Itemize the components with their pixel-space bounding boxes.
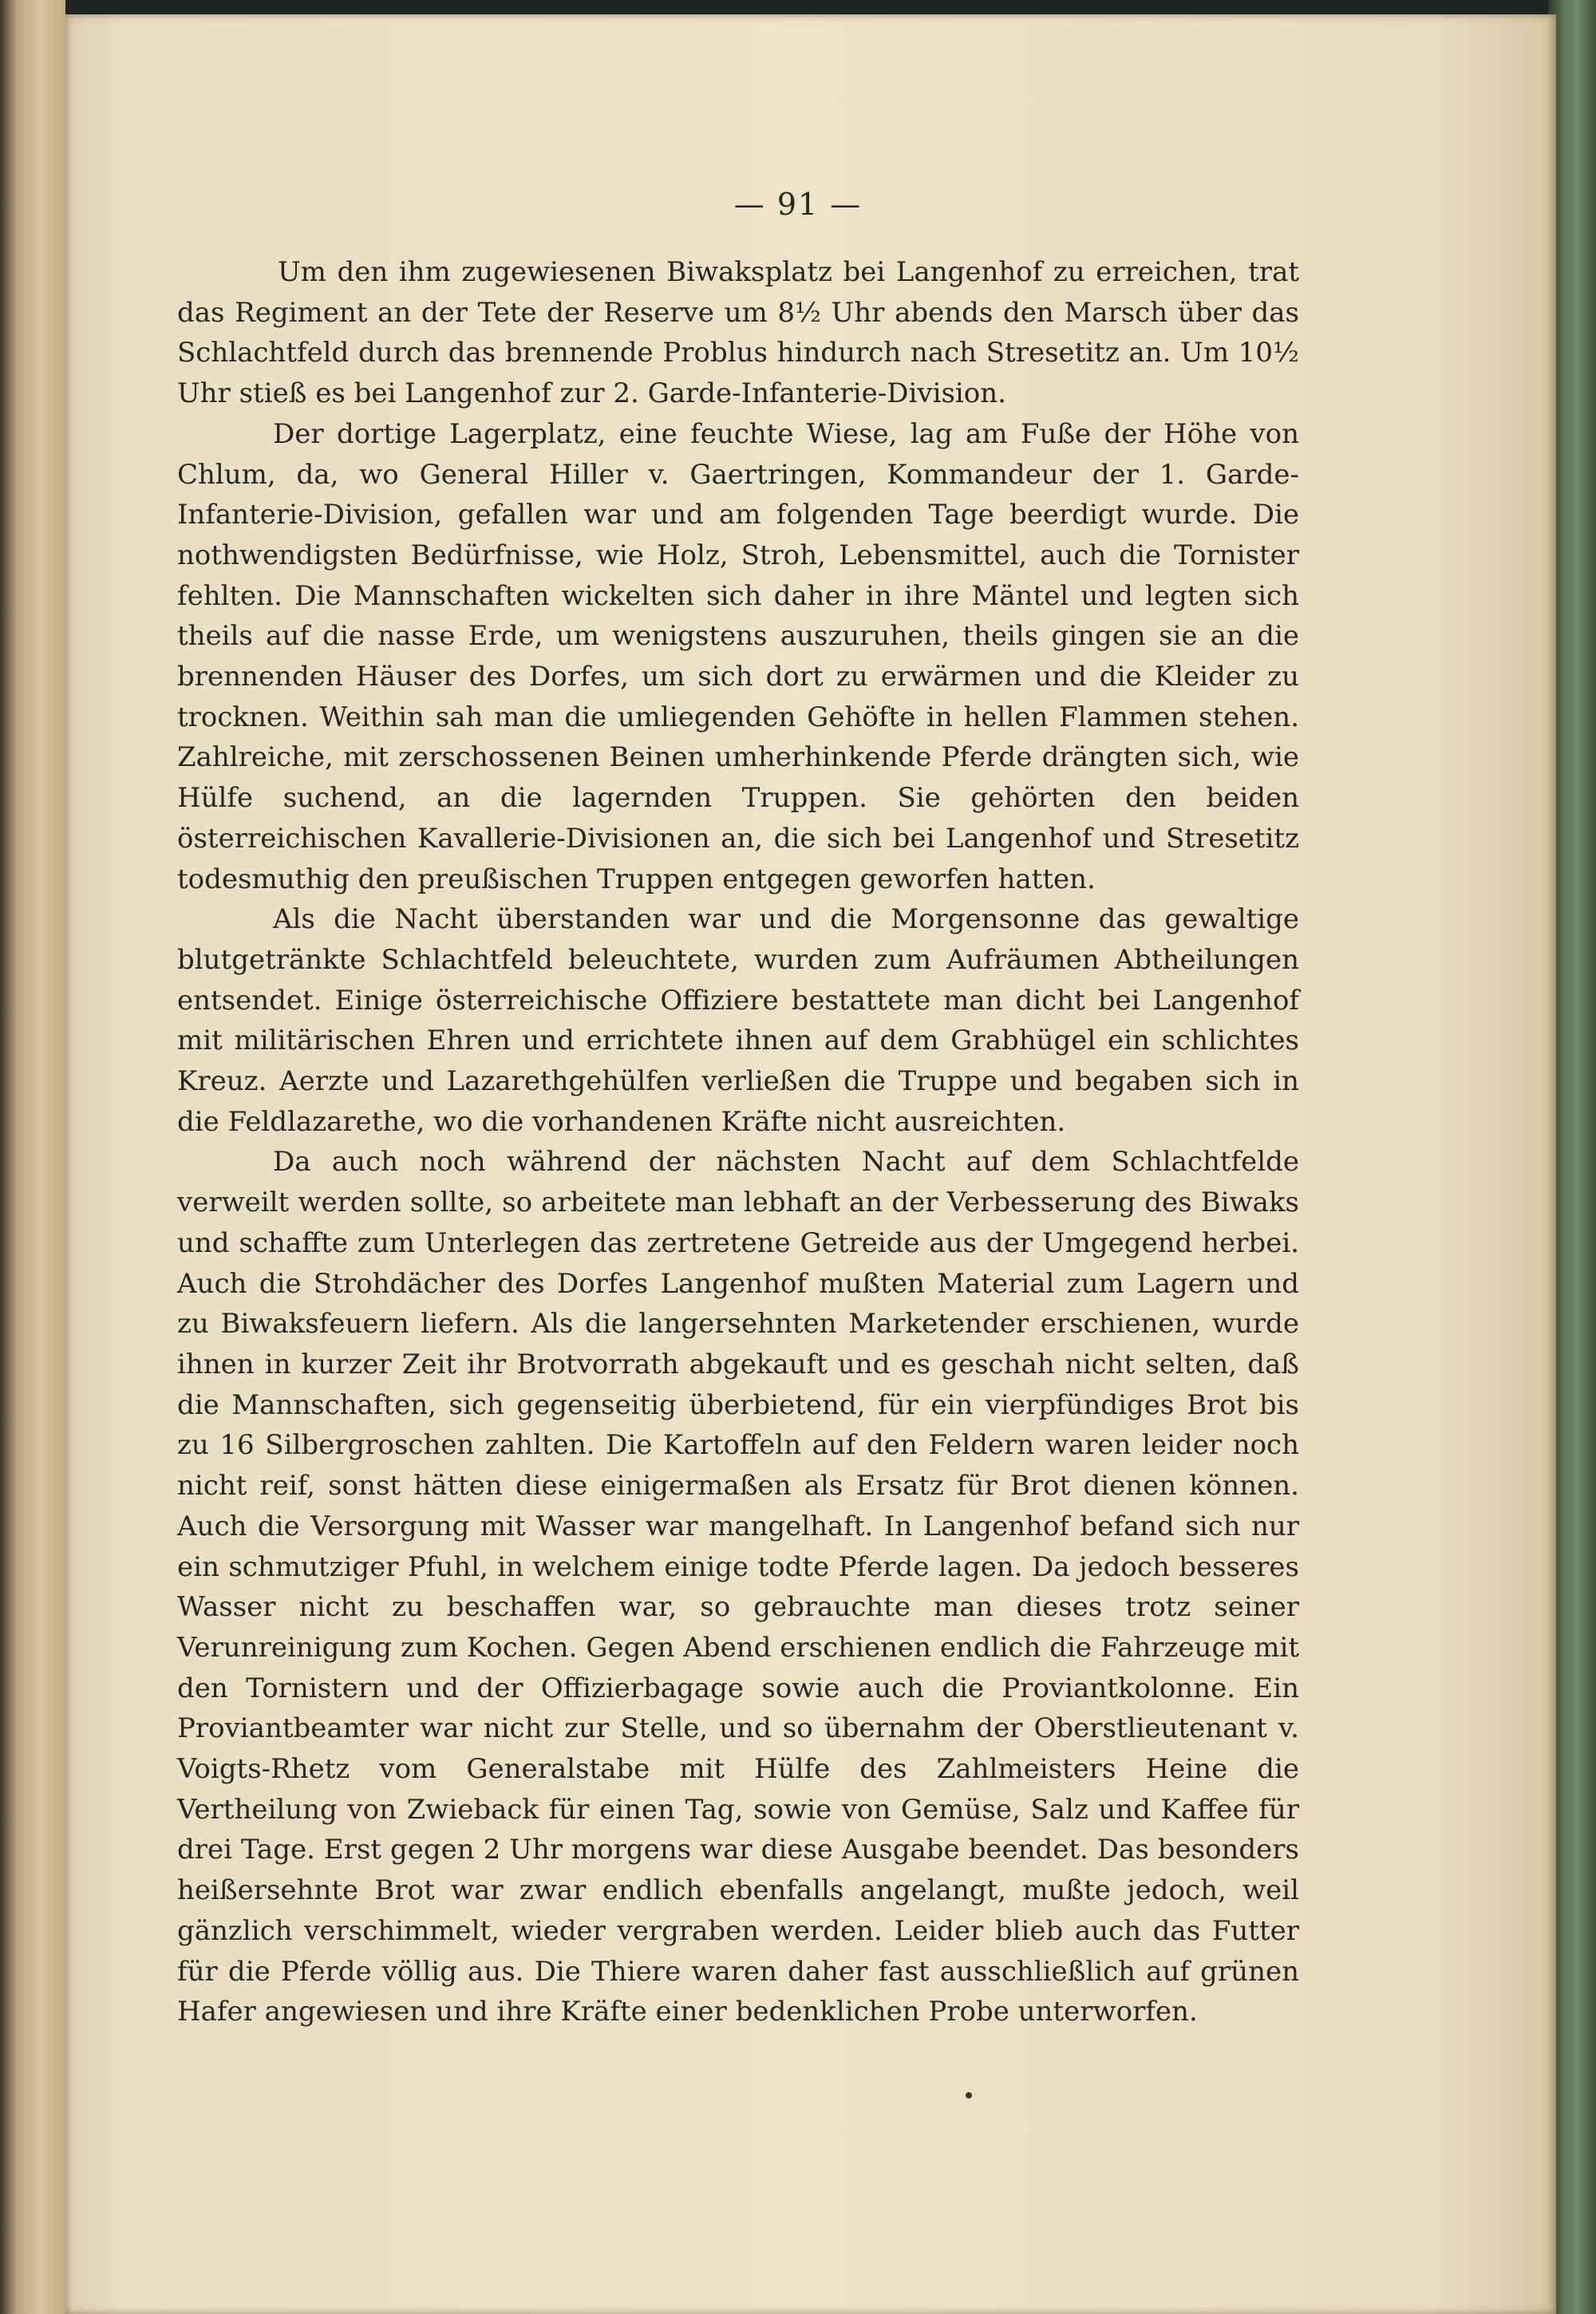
paragraph: Der dortige Lagerplatz, eine feuchte Wiese, lag am Fuße der Höhe von Chlum, da, wo General Hiller v. Gaertringen, Kommandeur der 1. Garde-Infanterie-Division, gefallen war und am folgenden Tage beerdigt wurde. Die nothwendigsten Bedürfnisse, wie Holz, Stroh, Lebensmittel, auch die Tornister fehlten. Die Mannschaften wickelten sich daher in ihre Mäntel und legten sich theils auf die nasse Erde, um wenigstens auszuruhen, theils gingen sie an die brennenden Häuser des Dorfes, um sich dort zu erwärmen und die Kleider zu trocknen. Weithin sah man die umliegenden Gehöfte in hellen Flammen stehen. Zahlreiche, mit zerschossenen Beinen umherhinkende Pferde drängten sich, wie Hülfe suchend, an die lagernden Truppen. Sie gehörten den beiden österreichischen Kavallerie-Divisionen an, die sich bei Langenhof und Stresetitz todesmuthig den preußischen Truppen entgegen geworfen hatten.: [177, 417, 1299, 895]
paragraph: Da auch noch während der nächsten Nacht auf dem Schlachtfelde verweilt werden sollte, so arbeitete man lebhaft an der Verbesserung des Biwaks und schaffte zum Unterlegen das zertretene Getreide aus der Umgegend herbei. Auch die Strohdächer des Dorfes Langenhof mußten Material zum Lagern und zu Biwaksfeuern liefern. Als die langersehnten Marketender erschienen, wurde ihnen in kurzer Zeit ihr Brotvorrath abgekauft und es geschah nicht selten, daß die Mannschaften, sich gegenseitig überbietend, für ein vierpfündiges Brot bis zu 16 Silbergroschen zahlten. Die Kartoffeln auf den Feldern waren leider noch nicht reif, sonst hätten diese einigermaßen als Ersatz für Brot dienen können. Auch die Versorgung mit Wasser war mangelhaft. In Langenhof befand sich nur ein schmutziger Pfuhl, in welchem einige todte Pferde lagen. Da jedoch besseres Wasser nicht zu beschaffen war, so gebrauchte man dieses trotz seiner Verunreinigung zum Kochen. Gegen Abend erschienen endlich die Fahrzeuge mit den Tornistern und der Offizierbagage sowie auch die Proviantkolonne. Ein Proviantbeamter war nicht zur Stelle, und so übernahm der Oberstlieutenant v. Voigts-Rhetz vom Generalstabe mit Hülfe des Zahlmeisters Heine die Vertheilung von Zwieback für einen Tag, sowie von Gemüse, Salz und Kaffee für drei Tage. Erst gegen 2 Uhr morgens war diese Ausgabe beendet. Das besonders heißersehnte Brot war zwar endlich ebenfalls angelangt, mußte jedoch, weil gänzlich verschimmelt, wieder vergraben werden. Leider blieb auch das Futter für die Pferde völlig aus. Die Thiere waren daher fast ausschließlich auf grünen Hafer angewiesen und ihre Kräfte einer bedenklichen Probe unterworfen.: [177, 1146, 1299, 2028]
page-number: — 91 —: [733, 187, 863, 222]
body-text: [177, 252, 1299, 2032]
paragraph: Als die Nacht überstanden war und die Morgensonne das gewaltige blutgetränkte Schlachtfeld beleuchtete, wurden zum Aufräumen Abtheilungen entsendet. Einige österreichische Offiziere bestattete man dicht bei Langenhof mit militärischen Ehren und errichtete ihnen auf dem Grabhügel ein schlichtes Kreuz. Aerzte und Lazarethgehülfen verließen die Truppe und begaben sich in die Feldlazarethe, wo die vorhandenen Kräfte nicht ausreichten.: [177, 903, 1299, 1138]
paragraph: Um den ihm zugewiesenen Biwaksplatz bei Langenhof zu erreichen, trat das Regiment an der Tete der Reserve um 8½ Uhr abends den Marsch über das Schlachtfeld durch das brennende Problus hindurch nach Stresetitz an. Um 10½ Uhr stieß es bei Langenhof zur 2. Garde-Infanterie-Division.: [177, 256, 1299, 410]
ink-speck: [966, 2092, 972, 2099]
left-page-edge: [0, 0, 65, 2314]
